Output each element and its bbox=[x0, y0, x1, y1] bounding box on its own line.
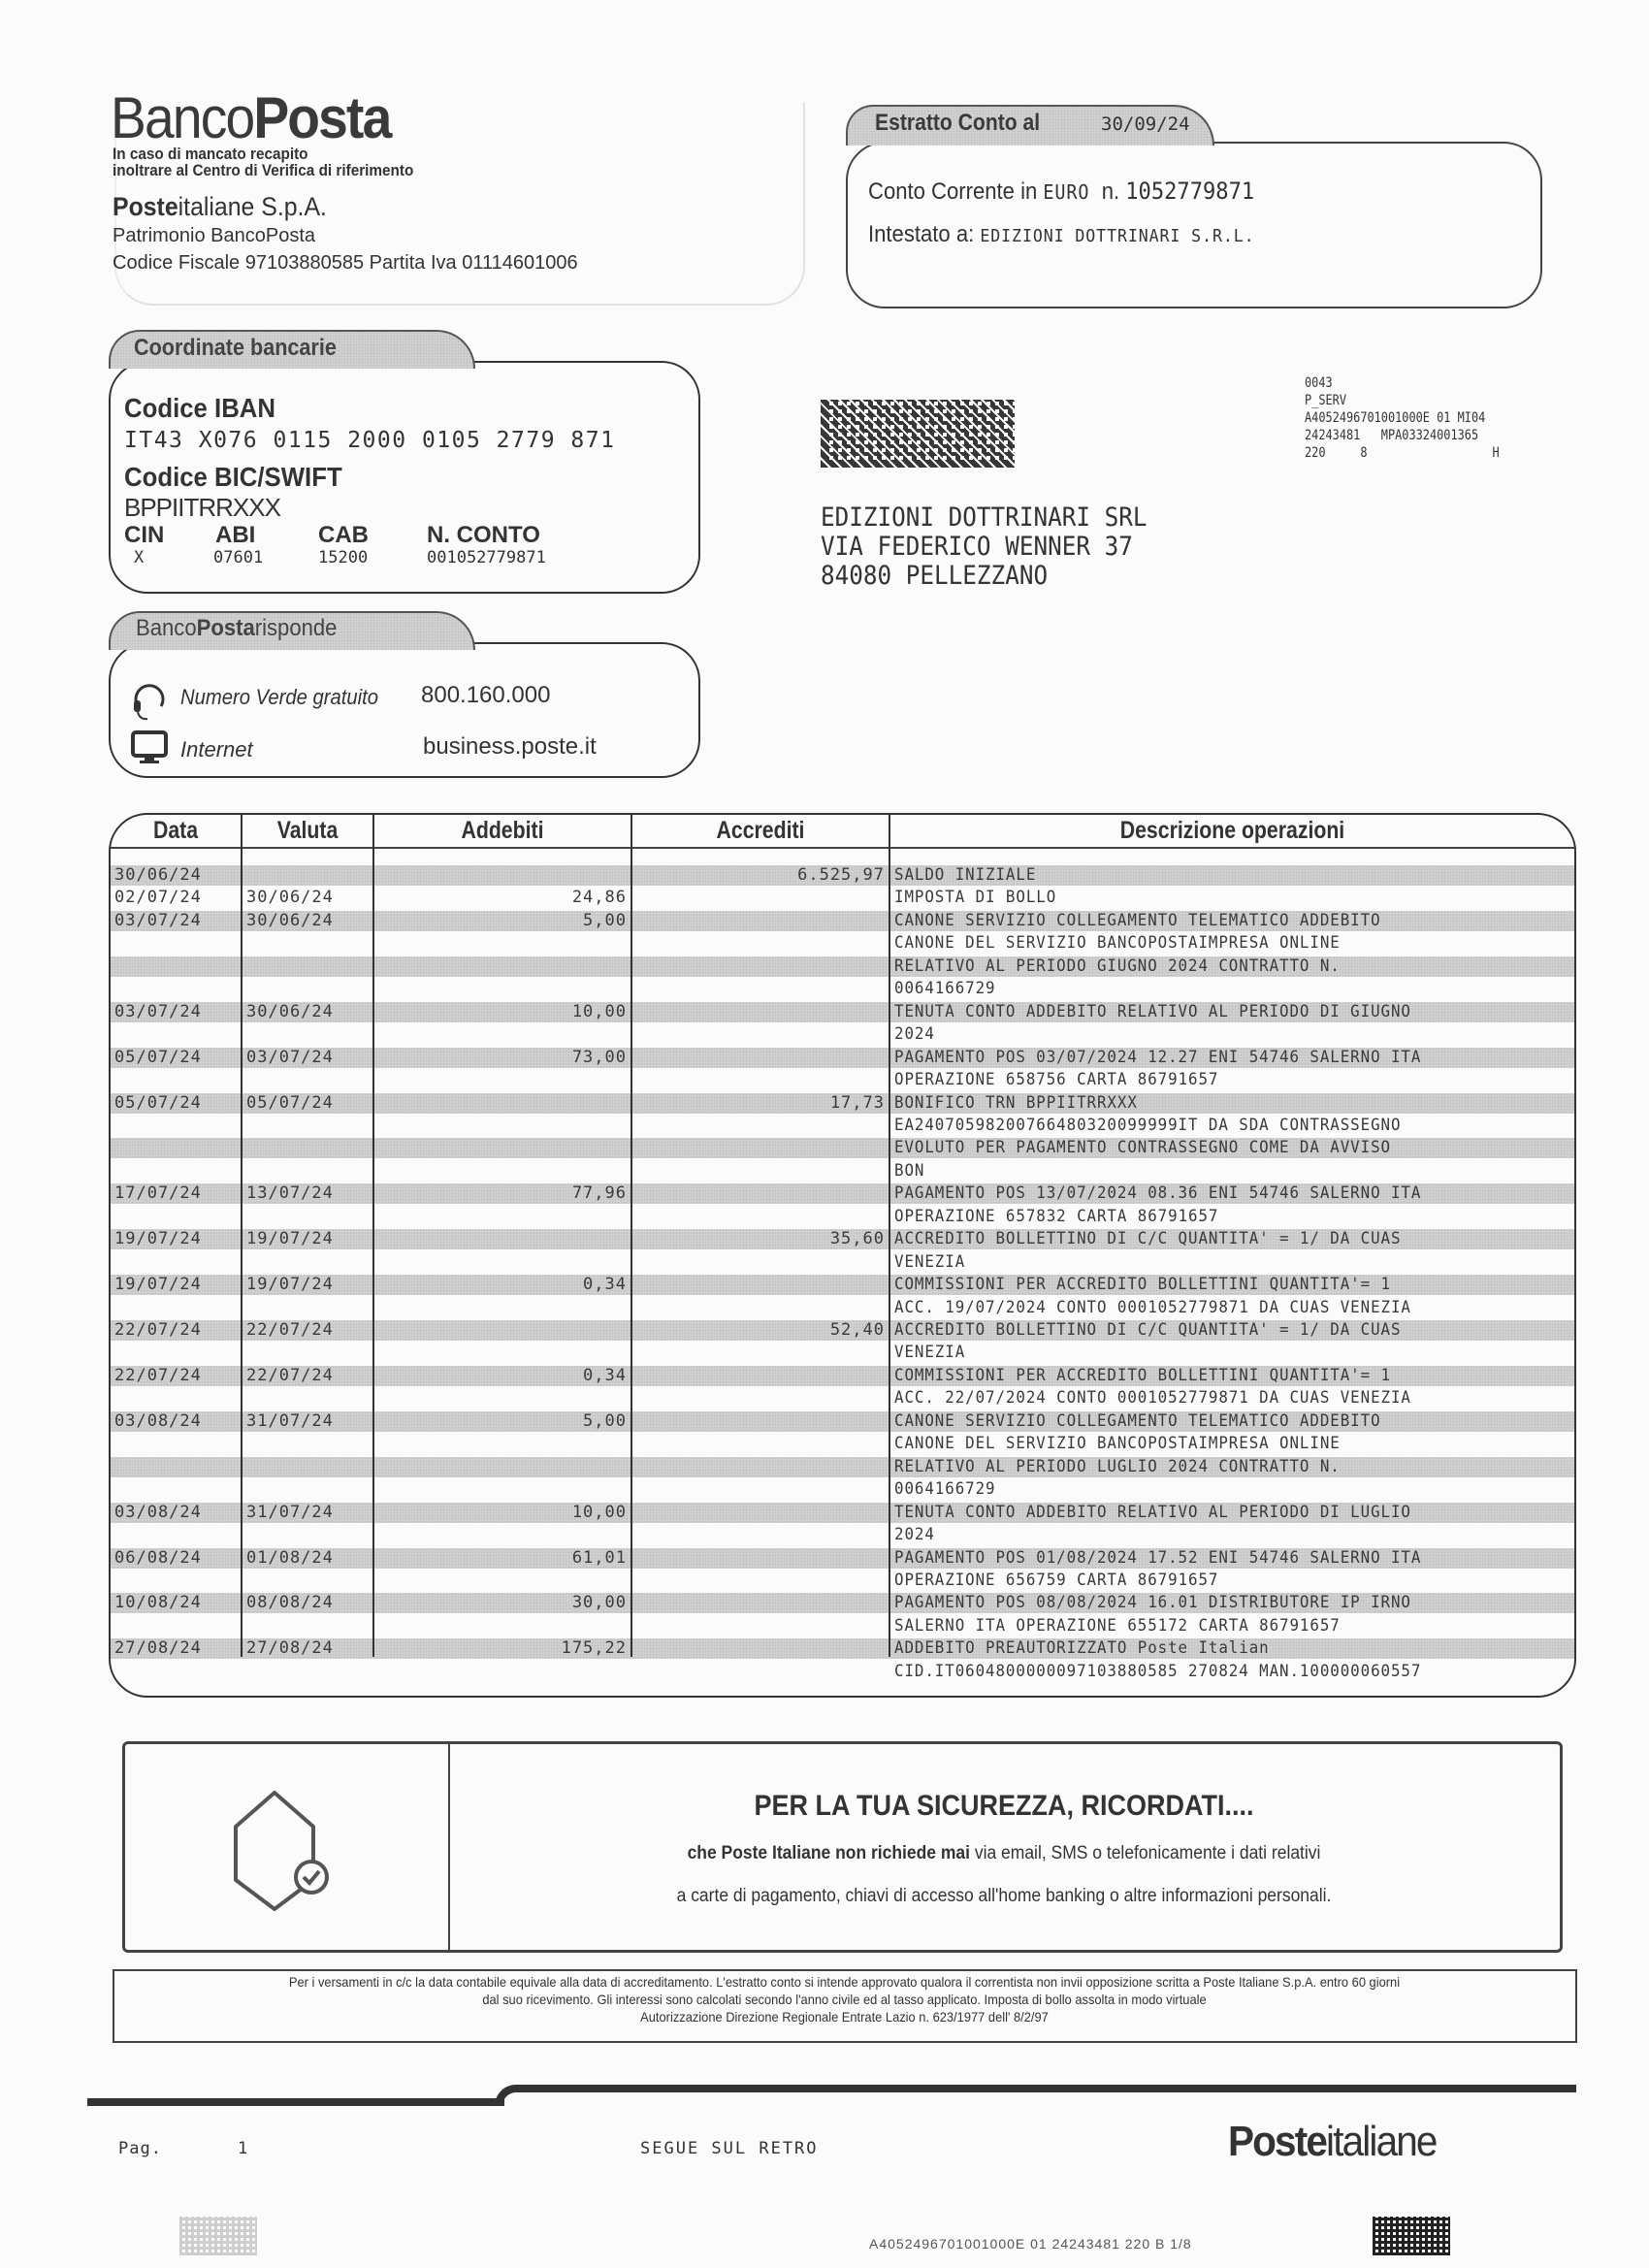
cell-data bbox=[114, 1615, 239, 1637]
cell-desc: 2024 bbox=[894, 1525, 935, 1545]
codice-fiscale-text: Codice Fiscale 97103880585 Partita Iva 01114601006 bbox=[113, 252, 578, 274]
cell-valuta bbox=[246, 1206, 371, 1228]
cell-accrediti bbox=[636, 1342, 885, 1364]
company-name: Posteitaliane S.p.A. bbox=[113, 192, 327, 221]
bank-coordinates-title: Coordinate bancarie bbox=[134, 335, 337, 361]
cin-value: X bbox=[134, 548, 145, 567]
cell-accrediti bbox=[636, 1365, 885, 1387]
internet-link[interactable]: business.poste.it bbox=[423, 733, 597, 760]
header-valuta: Valuta bbox=[276, 817, 339, 844]
cell-accrediti bbox=[636, 1251, 885, 1274]
bic-value: BPPIITRRXXX bbox=[124, 493, 280, 522]
cell-desc: CANONE DEL SERVIZIO BANCOPOSTAIMPRESA ONLINE bbox=[894, 933, 1341, 954]
cell-accrediti bbox=[636, 1410, 885, 1433]
cell-accrediti bbox=[636, 1478, 885, 1501]
cell-desc: OPERAZIONE 658756 CARTA 86791657 bbox=[894, 1070, 1219, 1090]
cell-accrediti bbox=[636, 1615, 885, 1637]
cell-desc: IMPOSTA DI BOLLO bbox=[894, 888, 1057, 908]
cell-valuta bbox=[246, 1160, 371, 1183]
cell-valuta: 19/07/24 bbox=[246, 1275, 334, 1295]
cell-valuta: 01/08/24 bbox=[246, 1547, 334, 1568]
cell-addebiti: 61,01 bbox=[571, 1547, 627, 1568]
cell-addebiti bbox=[378, 1524, 627, 1546]
cell-addebiti bbox=[378, 1433, 627, 1455]
cell-valuta: 22/07/24 bbox=[246, 1320, 334, 1340]
cell-accrediti bbox=[636, 1274, 885, 1296]
cell-valuta: 08/08/24 bbox=[246, 1593, 334, 1613]
conto-value: 001052779871 bbox=[427, 548, 546, 567]
document-code: A4052496701001000E 01 24243481 220 B 1/8 bbox=[869, 2236, 1192, 2252]
header-accrediti: Accrediti bbox=[716, 817, 805, 844]
cell-valuta bbox=[246, 1297, 371, 1319]
conto-label: N. CONTO bbox=[427, 522, 540, 548]
cell-accrediti bbox=[636, 1547, 885, 1570]
cell-valuta bbox=[246, 1570, 371, 1592]
cell-addebiti bbox=[378, 956, 627, 978]
cell-desc: BON bbox=[894, 1160, 925, 1181]
cell-valuta bbox=[246, 1137, 371, 1159]
cell-addebiti bbox=[378, 1615, 627, 1637]
cell-addebiti: 5,00 bbox=[583, 910, 627, 930]
cell-data bbox=[114, 1115, 239, 1137]
cell-desc: BONIFICO TRN BPPIITRRXXX bbox=[894, 1092, 1138, 1113]
cell-addebiti bbox=[378, 1228, 627, 1250]
cell-data bbox=[114, 1137, 239, 1159]
cell-accrediti bbox=[636, 1115, 885, 1137]
cell-accrediti bbox=[636, 1160, 885, 1183]
statement-title: Estratto Conto al bbox=[875, 110, 1041, 136]
cell-desc: OPERAZIONE 657832 CARTA 86791657 bbox=[894, 1206, 1219, 1226]
security-title: PER LA TUA SICUREZZA, RICORDATI.... bbox=[754, 1790, 1254, 1822]
holder-name: EDIZIONI DOTTRINARI S.R.L. bbox=[980, 226, 1255, 246]
cell-accrediti bbox=[636, 887, 885, 909]
cell-addebiti bbox=[378, 1115, 627, 1137]
cell-addebiti bbox=[378, 978, 627, 1000]
cell-accrediti: 17,73 bbox=[829, 1092, 885, 1113]
security-line-1: che Poste Italiane non richiede mai via email, SMS o telefonicamente i dati relativi bbox=[687, 1843, 1321, 1863]
cell-addebiti: 0,34 bbox=[583, 1365, 627, 1385]
header-descrizione: Descrizione operazioni bbox=[1119, 817, 1345, 844]
cell-accrediti bbox=[636, 1661, 885, 1683]
routing-codes: 0043 P_SERV A4052496701001000E 01 MI04 24243481 MPA03324001365 220 8 H bbox=[1305, 375, 1500, 461]
cell-desc: ACC. 22/07/2024 CONTO 0001052779871 DA CUAS VENEZIA bbox=[894, 1388, 1411, 1409]
cell-accrediti bbox=[636, 1001, 885, 1023]
currency: EURO bbox=[1043, 180, 1090, 204]
cell-desc: ACCREDITO BOLLETTINO DI C/C QUANTITA' = 1/ DA CUAS bbox=[894, 1320, 1402, 1340]
cell-addebiti bbox=[378, 1570, 627, 1592]
cell-desc: RELATIVO AL PERIODO LUGLIO 2024 CONTRATTO N. bbox=[894, 1456, 1341, 1476]
bic-label: Codice BIC/SWIFT bbox=[124, 462, 342, 492]
iban-label: Codice IBAN bbox=[124, 393, 276, 423]
cell-valuta bbox=[246, 1069, 371, 1091]
cell-valuta bbox=[246, 1615, 371, 1637]
cell-data: 17/07/24 bbox=[114, 1183, 202, 1204]
cell-addebiti: 73,00 bbox=[571, 1047, 627, 1067]
cell-accrediti: 35,60 bbox=[829, 1229, 885, 1249]
cell-valuta: 30/06/24 bbox=[246, 910, 334, 930]
cell-valuta: 22/07/24 bbox=[246, 1365, 334, 1385]
cell-addebiti bbox=[378, 1137, 627, 1159]
cell-accrediti bbox=[636, 1023, 885, 1046]
column-divider bbox=[372, 813, 374, 1657]
cell-desc: ACCREDITO BOLLETTINO DI C/C QUANTITA' = 1/ DA CUAS bbox=[894, 1229, 1402, 1249]
cell-data: 05/07/24 bbox=[114, 1047, 202, 1067]
continues-note: SEGUE SUL RETRO bbox=[640, 2139, 819, 2158]
cell-data: 03/07/24 bbox=[114, 910, 202, 930]
column-divider bbox=[630, 813, 632, 1657]
cell-data: 19/07/24 bbox=[114, 1275, 202, 1295]
cell-addebiti bbox=[378, 1478, 627, 1501]
cell-desc: VENEZIA bbox=[894, 1343, 966, 1363]
disclaimer-line-2: dal suo ricevimento. Gli interessi sono calcolati secondo l'anno civile ed al tasso applicato. Imposta di bollo assolta in modo virtuale bbox=[482, 1992, 1207, 2007]
cell-desc: PAGAMENTO POS 03/07/2024 12.27 ENI 54746 SALERNO ITA bbox=[894, 1047, 1422, 1067]
cell-valuta bbox=[246, 1387, 371, 1409]
cell-addebiti bbox=[378, 1092, 627, 1115]
bancoposta-logo: BancoPosta bbox=[111, 85, 391, 150]
cell-data bbox=[114, 1387, 239, 1409]
cell-valuta bbox=[246, 1115, 371, 1137]
cell-desc: TENUTA CONTO ADDEBITO RELATIVO AL PERIODO DI GIUGNO bbox=[894, 1001, 1411, 1021]
cell-valuta: 13/07/24 bbox=[246, 1183, 334, 1204]
cell-data bbox=[114, 1342, 239, 1364]
cell-accrediti bbox=[636, 1047, 885, 1069]
cell-accrediti: 6.525,97 bbox=[797, 865, 885, 885]
cell-data bbox=[114, 1456, 239, 1478]
statement-date: 30/09/24 bbox=[1101, 113, 1190, 135]
cell-valuta: 03/07/24 bbox=[246, 1047, 334, 1067]
abi-label: ABI bbox=[215, 522, 256, 548]
cell-data bbox=[114, 978, 239, 1000]
cell-desc: 0064166729 bbox=[894, 1479, 996, 1500]
datamatrix-small bbox=[1373, 2217, 1450, 2255]
cell-desc: VENEZIA bbox=[894, 1251, 966, 1272]
cell-data bbox=[114, 1661, 239, 1683]
cell-data: 02/07/24 bbox=[114, 888, 202, 908]
cell-data: 22/07/24 bbox=[114, 1320, 202, 1340]
cell-valuta: 19/07/24 bbox=[246, 1229, 334, 1249]
cell-desc: OPERAZIONE 656759 CARTA 86791657 bbox=[894, 1570, 1219, 1590]
internet-label: Internet bbox=[180, 737, 253, 761]
cell-valuta bbox=[246, 1524, 371, 1546]
cell-desc: CANONE DEL SERVIZIO BANCOPOSTAIMPRESA ONLINE bbox=[894, 1434, 1341, 1454]
cell-addebiti bbox=[378, 932, 627, 955]
header-data: Data bbox=[152, 817, 199, 844]
cell-desc: SALERNO ITA OPERAZIONE 655172 CARTA 86791657 bbox=[894, 1615, 1341, 1636]
cell-valuta: 30/06/24 bbox=[246, 1001, 334, 1021]
footer-bar bbox=[87, 2098, 504, 2106]
cin-label: CIN bbox=[124, 522, 165, 548]
cell-desc: CANONE SERVIZIO COLLEGAMENTO TELEMATICO ADDEBITO bbox=[894, 910, 1381, 930]
cell-addebiti bbox=[378, 864, 627, 887]
cell-data bbox=[114, 1160, 239, 1183]
cell-addebiti bbox=[378, 1160, 627, 1183]
cell-data: 03/07/24 bbox=[114, 1001, 202, 1021]
disclaimer-line-1: Per i versamenti in c/c la data contabile equivale alla data di accreditamento. L'estratto conto si intende approvato qualora il correntista non invii opposizione scritta a Poste Italiane S.p.A. entro 60 giorni bbox=[288, 1974, 1401, 1990]
cell-desc: CANONE SERVIZIO COLLEGAMENTO TELEMATICO ADDEBITO bbox=[894, 1410, 1381, 1431]
cell-addebiti bbox=[378, 1251, 627, 1274]
iban-value: IT43 X076 0115 2000 0105 2779 871 bbox=[124, 428, 616, 453]
cell-data bbox=[114, 956, 239, 978]
cell-addebiti bbox=[378, 1456, 627, 1478]
cell-valuta bbox=[246, 1478, 371, 1501]
recapito-line-2: inoltrare al Centro di Verifica di riferimento bbox=[113, 161, 414, 179]
cell-accrediti bbox=[636, 1433, 885, 1455]
cell-accrediti bbox=[636, 1387, 885, 1409]
cell-desc: PAGAMENTO POS 08/08/2024 16.01 DISTRIBUTORE IP IRNO bbox=[894, 1593, 1411, 1613]
cell-accrediti bbox=[636, 956, 885, 978]
cell-desc: SALDO INIZIALE bbox=[894, 865, 1037, 885]
cell-data: 22/07/24 bbox=[114, 1365, 202, 1385]
cell-addebiti: 5,00 bbox=[583, 1410, 627, 1431]
disclaimer-line-3: Autorizzazione Direzione Regionale Entrate Lazio n. 623/1977 dell' 8/2/97 bbox=[640, 2009, 1049, 2025]
cell-data bbox=[114, 1251, 239, 1274]
cell-desc: COMMISSIONI PER ACCREDITO BOLLETTINI QUANTITA'= 1 bbox=[894, 1365, 1391, 1385]
cell-addebiti: 10,00 bbox=[571, 1502, 627, 1522]
cell-data bbox=[114, 1297, 239, 1319]
cell-valuta bbox=[246, 1023, 371, 1046]
cell-data: 06/08/24 bbox=[114, 1547, 202, 1568]
table-header-divider bbox=[109, 847, 1576, 849]
cell-valuta: 05/07/24 bbox=[246, 1092, 334, 1113]
support-title: BancoPostarisponde bbox=[136, 615, 338, 641]
cell-data bbox=[114, 1524, 239, 1546]
cell-accrediti bbox=[636, 1592, 885, 1614]
cell-accrediti bbox=[636, 910, 885, 932]
datamatrix-pattern bbox=[821, 400, 1015, 468]
cell-desc: PAGAMENTO POS 01/08/2024 17.52 ENI 54746 SALERNO ITA bbox=[894, 1547, 1422, 1568]
cell-data: 27/08/24 bbox=[114, 1638, 202, 1659]
cell-addebiti bbox=[378, 1023, 627, 1046]
cell-addebiti: 175,22 bbox=[561, 1638, 627, 1659]
cell-addebiti: 77,96 bbox=[571, 1183, 627, 1204]
cell-valuta: 31/07/24 bbox=[246, 1502, 334, 1522]
cell-addebiti: 0,34 bbox=[583, 1275, 627, 1295]
cell-desc: 2024 bbox=[894, 1024, 935, 1045]
recapito-line-1: In caso di mancato recapito bbox=[113, 145, 308, 163]
monitor-icon bbox=[130, 729, 169, 764]
cell-desc: TENUTA CONTO ADDEBITO RELATIVO AL PERIODO DI LUGLIO bbox=[894, 1502, 1411, 1522]
cab-label: CAB bbox=[318, 522, 369, 548]
toll-free-label: Numero Verde gratuito bbox=[180, 685, 379, 709]
cell-accrediti bbox=[636, 1069, 885, 1091]
cell-accrediti bbox=[636, 1137, 885, 1159]
recapito-notice bbox=[113, 146, 413, 178]
cell-addebiti bbox=[378, 1319, 627, 1342]
patrimonio-text: Patrimonio BancoPosta bbox=[113, 225, 316, 246]
cell-data bbox=[114, 1433, 239, 1455]
cell-accrediti bbox=[636, 1206, 885, 1228]
cell-accrediti bbox=[636, 1524, 885, 1546]
cell-data: 10/08/24 bbox=[114, 1593, 202, 1613]
cell-desc: COMMISSIONI PER ACCREDITO BOLLETTINI QUANTITA'= 1 bbox=[894, 1275, 1391, 1295]
holder-line: Intestato a: EDIZIONI DOTTRINARI S.R.L. bbox=[868, 221, 1255, 247]
cell-data: 03/08/24 bbox=[114, 1410, 202, 1431]
cell-valuta: 27/08/24 bbox=[246, 1638, 334, 1659]
cell-addebiti bbox=[378, 1206, 627, 1228]
cell-valuta bbox=[246, 864, 371, 887]
cell-data bbox=[114, 1023, 239, 1046]
abi-value: 07601 bbox=[213, 548, 264, 567]
cell-accrediti bbox=[636, 1637, 885, 1660]
page-label: Pag. bbox=[118, 2139, 162, 2158]
recipient-address: EDIZIONI DOTTRINARI SRL VIA FEDERICO WENNER 37 84080 PELLEZZANO bbox=[821, 502, 1148, 591]
account-number: 1052779871 bbox=[1125, 178, 1255, 205]
posteitaliane-logo: Posteitaliane bbox=[1228, 2118, 1437, 2165]
cell-data bbox=[114, 932, 239, 955]
cell-data: 05/07/24 bbox=[114, 1092, 202, 1113]
cell-desc: PAGAMENTO POS 13/07/2024 08.36 ENI 54746 SALERNO ITA bbox=[894, 1183, 1422, 1204]
cell-valuta: 31/07/24 bbox=[246, 1410, 334, 1431]
cell-accrediti bbox=[636, 1456, 885, 1478]
cell-valuta bbox=[246, 1456, 371, 1478]
cell-data bbox=[114, 1206, 239, 1228]
cell-desc: EVOLUTO PER PAGAMENTO CONTRASSEGNO COME DA AVVISO bbox=[894, 1138, 1391, 1158]
security-line-2: a carte di pagamento, chiavi di accesso all'home banking o altre informazioni personali. bbox=[676, 1886, 1332, 1906]
cell-accrediti bbox=[636, 1297, 885, 1319]
barcode-ghost bbox=[179, 2217, 257, 2255]
cell-addebiti bbox=[378, 1297, 627, 1319]
cell-valuta bbox=[246, 978, 371, 1000]
cell-data: 03/08/24 bbox=[114, 1502, 202, 1522]
cell-data bbox=[114, 1069, 239, 1091]
cell-desc: ACC. 19/07/2024 CONTO 0001052779871 DA CUAS VENEZIA bbox=[894, 1297, 1411, 1317]
cell-desc: 0064166729 bbox=[894, 979, 996, 999]
cell-desc: CID.IT0604800000097103880585 270824 MAN.100000060557 bbox=[894, 1661, 1422, 1681]
cell-valuta bbox=[246, 1342, 371, 1364]
cab-value: 15200 bbox=[318, 548, 369, 567]
cell-valuta bbox=[246, 1433, 371, 1455]
headset-icon bbox=[128, 679, 171, 722]
cell-addebiti bbox=[378, 1661, 627, 1683]
cell-addebiti bbox=[378, 1387, 627, 1409]
cell-accrediti bbox=[636, 978, 885, 1000]
page-number: 1 bbox=[238, 2139, 248, 2158]
cell-accrediti: 52,40 bbox=[829, 1320, 885, 1340]
footer-bar bbox=[543, 2085, 1576, 2092]
cell-addebiti bbox=[378, 1342, 627, 1364]
column-divider bbox=[889, 813, 890, 1657]
cell-data bbox=[114, 1570, 239, 1592]
column-divider bbox=[241, 813, 242, 1657]
cell-data: 30/06/24 bbox=[114, 865, 202, 885]
cell-desc: RELATIVO AL PERIODO GIUGNO 2024 CONTRATTO N. bbox=[894, 956, 1341, 976]
cell-accrediti bbox=[636, 1183, 885, 1205]
cell-accrediti bbox=[636, 1502, 885, 1524]
cell-desc: ADDEBITO PREAUTORIZZATO Poste Italian bbox=[894, 1638, 1270, 1659]
cell-addebiti: 24,86 bbox=[571, 888, 627, 908]
cell-addebiti: 30,00 bbox=[571, 1593, 627, 1613]
shield-check-icon bbox=[221, 1788, 338, 1914]
account-line: Conto Corrente in EURO n. 1052779871 bbox=[868, 178, 1255, 205]
cell-addebiti: 10,00 bbox=[571, 1001, 627, 1021]
cell-valuta bbox=[246, 956, 371, 978]
security-divider bbox=[448, 1743, 450, 1951]
toll-free-number[interactable]: 800.160.000 bbox=[421, 682, 551, 708]
cell-accrediti bbox=[636, 932, 885, 955]
cell-valuta bbox=[246, 1661, 371, 1683]
cell-valuta bbox=[246, 932, 371, 955]
disclaimer-text bbox=[173, 1973, 1516, 2025]
cell-desc: EA24070598200766480320099999IT DA SDA CONTRASSEGNO bbox=[894, 1115, 1402, 1135]
cell-accrediti bbox=[636, 1570, 885, 1592]
cell-data bbox=[114, 1478, 239, 1501]
cell-data: 19/07/24 bbox=[114, 1229, 202, 1249]
cell-valuta: 30/06/24 bbox=[246, 888, 334, 908]
cell-addebiti bbox=[378, 1069, 627, 1091]
header-addebiti: Addebiti bbox=[461, 817, 544, 844]
cell-valuta bbox=[246, 1251, 371, 1274]
